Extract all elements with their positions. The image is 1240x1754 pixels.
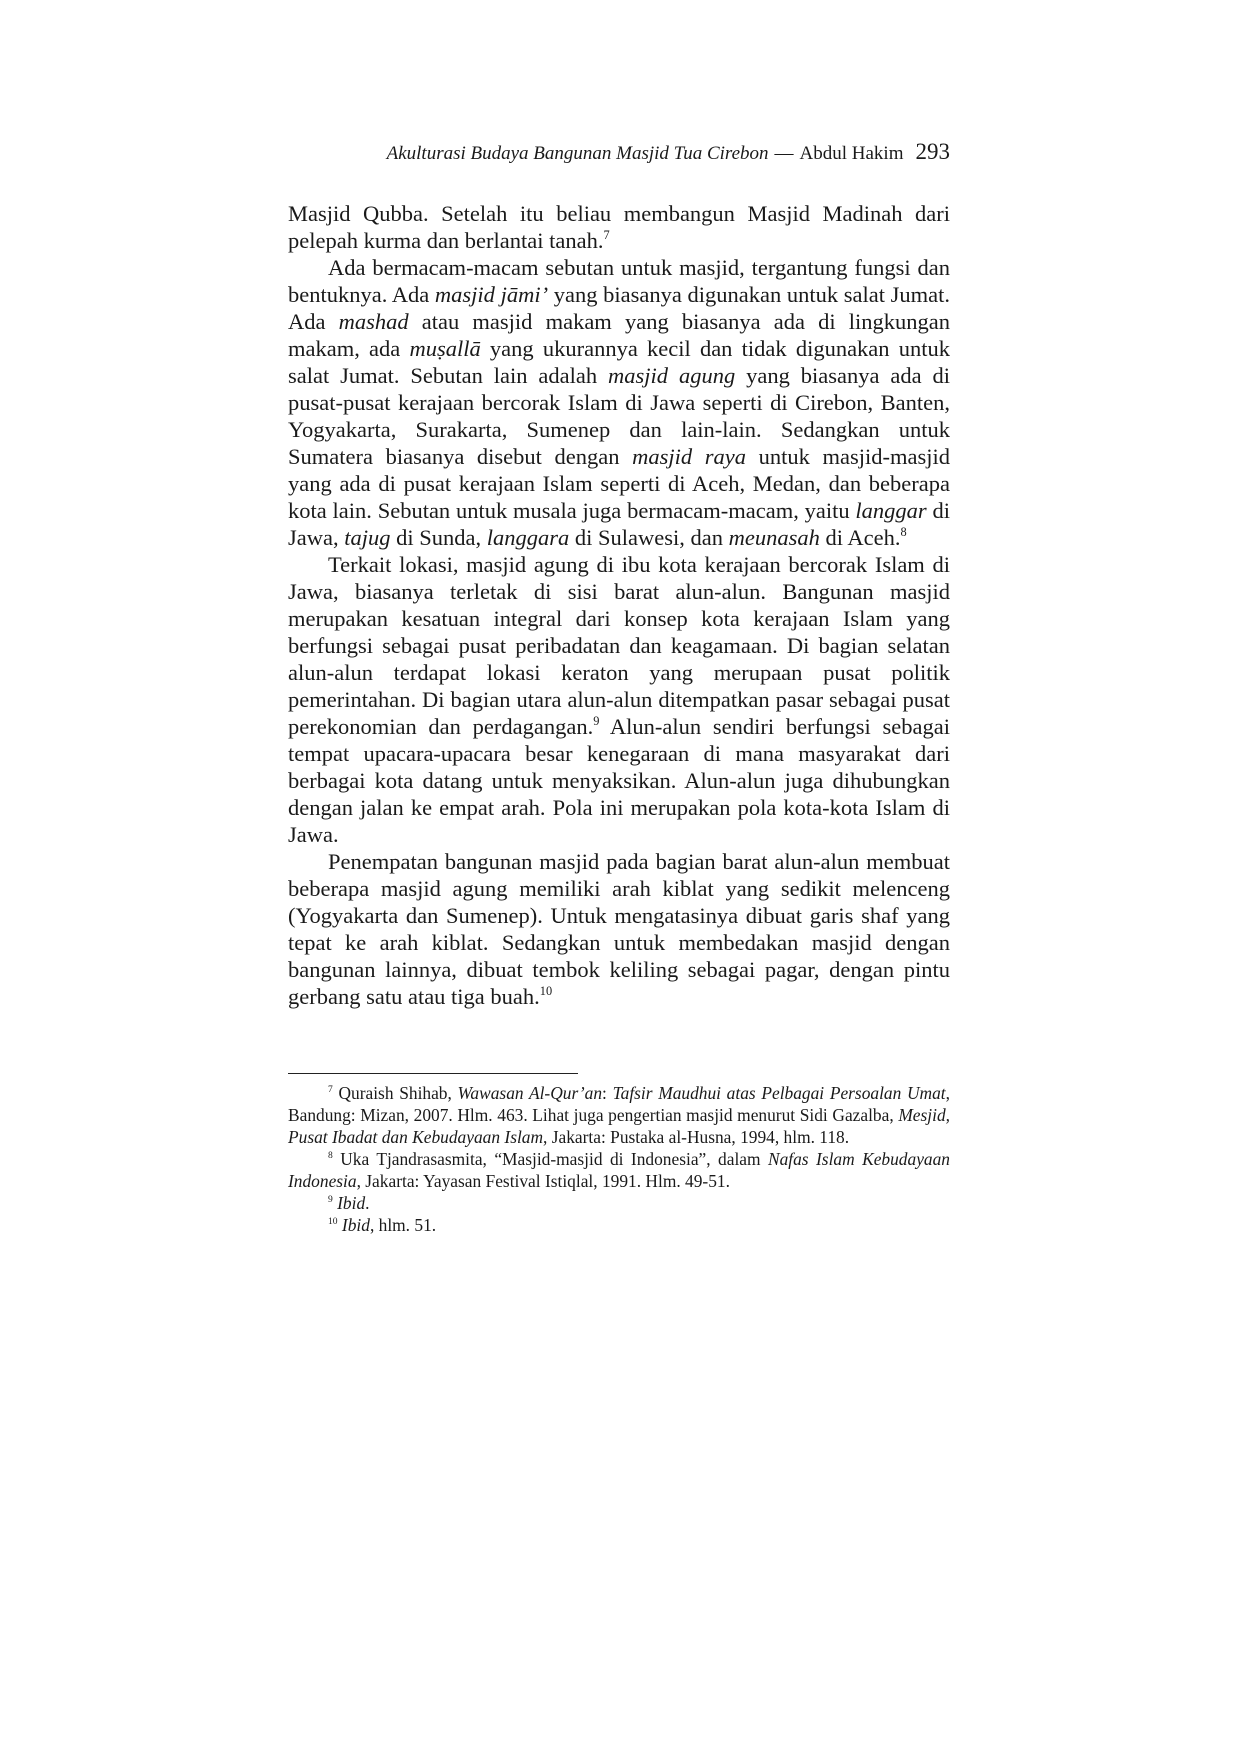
paragraph-text: untuk masjid-masjid yang ada di pusat kerajaan Islam seperti di Aceh, Medan, dan beberapa kota lain. Sebutan untuk musala juga bermacam-macam, yaitu	[288, 444, 950, 523]
footnote-8	[288, 1148, 950, 1192]
paragraph-text: atau masjid makam yang biasanya ada di lingkungan makam, ada	[288, 309, 950, 361]
italic-term: meunasah	[728, 525, 820, 550]
paragraph-text: Ada bermacam-macam sebutan untuk masjid, tergantung fungsi dan bentuknya. Ada	[288, 255, 950, 307]
footnote-number: 9	[328, 1193, 333, 1205]
running-head-author: Abdul Hakim	[799, 143, 904, 164]
footnote-title: Tafsir Maudhui atas Pelbagai Persoalan Umat	[612, 1083, 946, 1103]
footnote-text: Quraish Shihab,	[332, 1083, 458, 1103]
footnote-divider	[288, 1073, 578, 1074]
paragraph-3	[288, 551, 950, 848]
footnote-text: Uka Tjandrasasmita, “Masjid-masjid di Indonesia”, dalam	[332, 1149, 768, 1169]
paragraph-text: yang biasanya ada di pusat-pusat kerajaan bercorak Islam di Jawa seperti di Cirebon, Banten, Yogyakarta, Surakarta, Sumenep dan lain-lain. Sedangkan untuk Sumatera biasanya disebut dengan	[288, 363, 950, 469]
footnote-9	[288, 1192, 950, 1214]
footnote-ref-8[interactable]: 8	[900, 524, 907, 539]
paragraph-text: Alun-alun sendiri berfungsi sebagai tempat upacara-upacara besar kenegaraan di mana masyarakat dari berbagai kota datang untuk menyaksikan. Alun-alun juga dihubungkan dengan jalan ke empat arah. Pola ini merupakan pola kota-kota Islam di Jawa.	[288, 714, 950, 847]
paragraph-text: Masjid Qubba. Setelah itu beliau membangun Masjid Madinah dari pelepah kurma dan berlantai tanah.	[288, 201, 950, 253]
footnote-ref-9[interactable]: 9	[593, 713, 600, 728]
italic-term: muṣallā	[409, 336, 481, 361]
footnote-text: , Jakarta: Yayasan Festival Istiqlal, 1991. Hlm. 49-51.	[356, 1171, 730, 1191]
italic-term: mashad	[338, 309, 409, 334]
paragraph-4	[288, 848, 950, 1010]
footnote-title: Ibid	[337, 1193, 366, 1213]
body-text	[288, 200, 950, 1010]
paragraph-text: Terkait lokasi, masjid agung di ibu kota kerajaan bercorak Islam di Jawa, biasanya terletak di sisi barat alun-alun. Bangunan masjid merupakan kesatuan integral dari konsep kota kerajaan Islam yang berfungsi sebagai pusat peribadatan dan keagamaan. Di bagian selatan alun-alun terdapat lokasi keraton yang merupaan pusat politik pemerintahan. Di bagian utara alun-alun ditempatkan pasar sebagai pusat perekonomian dan perdagangan.	[288, 552, 950, 739]
footnote-number: 7	[328, 1083, 333, 1095]
paragraph-text: yang biasanya digunakan untuk salat Jumat. Ada	[288, 282, 950, 334]
paragraph-text: di Jawa,	[288, 498, 950, 550]
italic-term: masjid jāmi’	[434, 282, 549, 307]
footnote-text: , hlm. 51.	[369, 1215, 437, 1235]
paragraph-text: di Sunda,	[390, 525, 487, 550]
running-head-separator: —	[774, 143, 794, 164]
footnotes	[288, 1082, 950, 1236]
paragraph-1	[288, 200, 950, 254]
italic-term: masjid raya	[632, 444, 747, 469]
running-head-title: Akulturasi Budaya Bangunan Masjid Tua Cirebon	[386, 143, 769, 164]
italic-term: langgara	[486, 525, 570, 550]
footnote-title: Ibid	[341, 1215, 370, 1235]
italic-term: langgar	[855, 498, 927, 523]
footnote-number: 10	[328, 1215, 338, 1227]
paragraph-text: yang ukurannya kecil dan tidak digunakan untuk salat Jumat. Sebutan lain adalah	[288, 336, 950, 388]
footnote-title: Mesjid, Pusat Ibadat dan Kebudayaan Islam	[288, 1105, 950, 1147]
running-head	[288, 138, 950, 168]
footnote-10	[288, 1214, 950, 1236]
paragraph-text: di Sulawesi, dan	[569, 525, 729, 550]
paragraph-text: di Aceh.	[819, 525, 901, 550]
footnote-text: , Bandung: Mizan, 2007. Hlm. 463. Lihat juga pengertian masjid menurut Sidi Gazalba,	[288, 1083, 950, 1125]
footnote-title: Wawasan Al-Qur’an	[457, 1083, 603, 1103]
footnote-text: , Jakarta: Pustaka al-Husna, 1994, hlm. 118.	[543, 1127, 850, 1147]
footnote-text: .	[365, 1193, 370, 1213]
paragraph-2	[288, 254, 950, 551]
footnote-title: Nafas Islam Kebudayaan Indonesia	[288, 1149, 950, 1191]
page-number: 293	[915, 139, 950, 164]
italic-term: tajug	[344, 525, 391, 550]
italic-term: masjid agung	[608, 363, 736, 388]
footnote-ref-7[interactable]: 7	[603, 227, 610, 242]
footnote-7	[288, 1082, 950, 1148]
footnote-number: 8	[328, 1149, 333, 1161]
paragraph-text: Penempatan bangunan masjid pada bagian barat alun-alun membuat beberapa masjid agung memiliki arah kiblat yang sedikit melenceng (Yogyakarta dan Sumenep). Untuk mengatasinya dibuat garis shaf yang tepat ke arah kiblat. Sedangkan untuk membedakan masjid dengan bangunan lainnya, dibuat tembok keliling sebagai pagar, dengan pintu gerbang satu atau tiga buah.	[288, 849, 950, 1009]
footnote-ref-10[interactable]: 10	[539, 983, 553, 998]
footnote-text: :	[602, 1083, 613, 1103]
